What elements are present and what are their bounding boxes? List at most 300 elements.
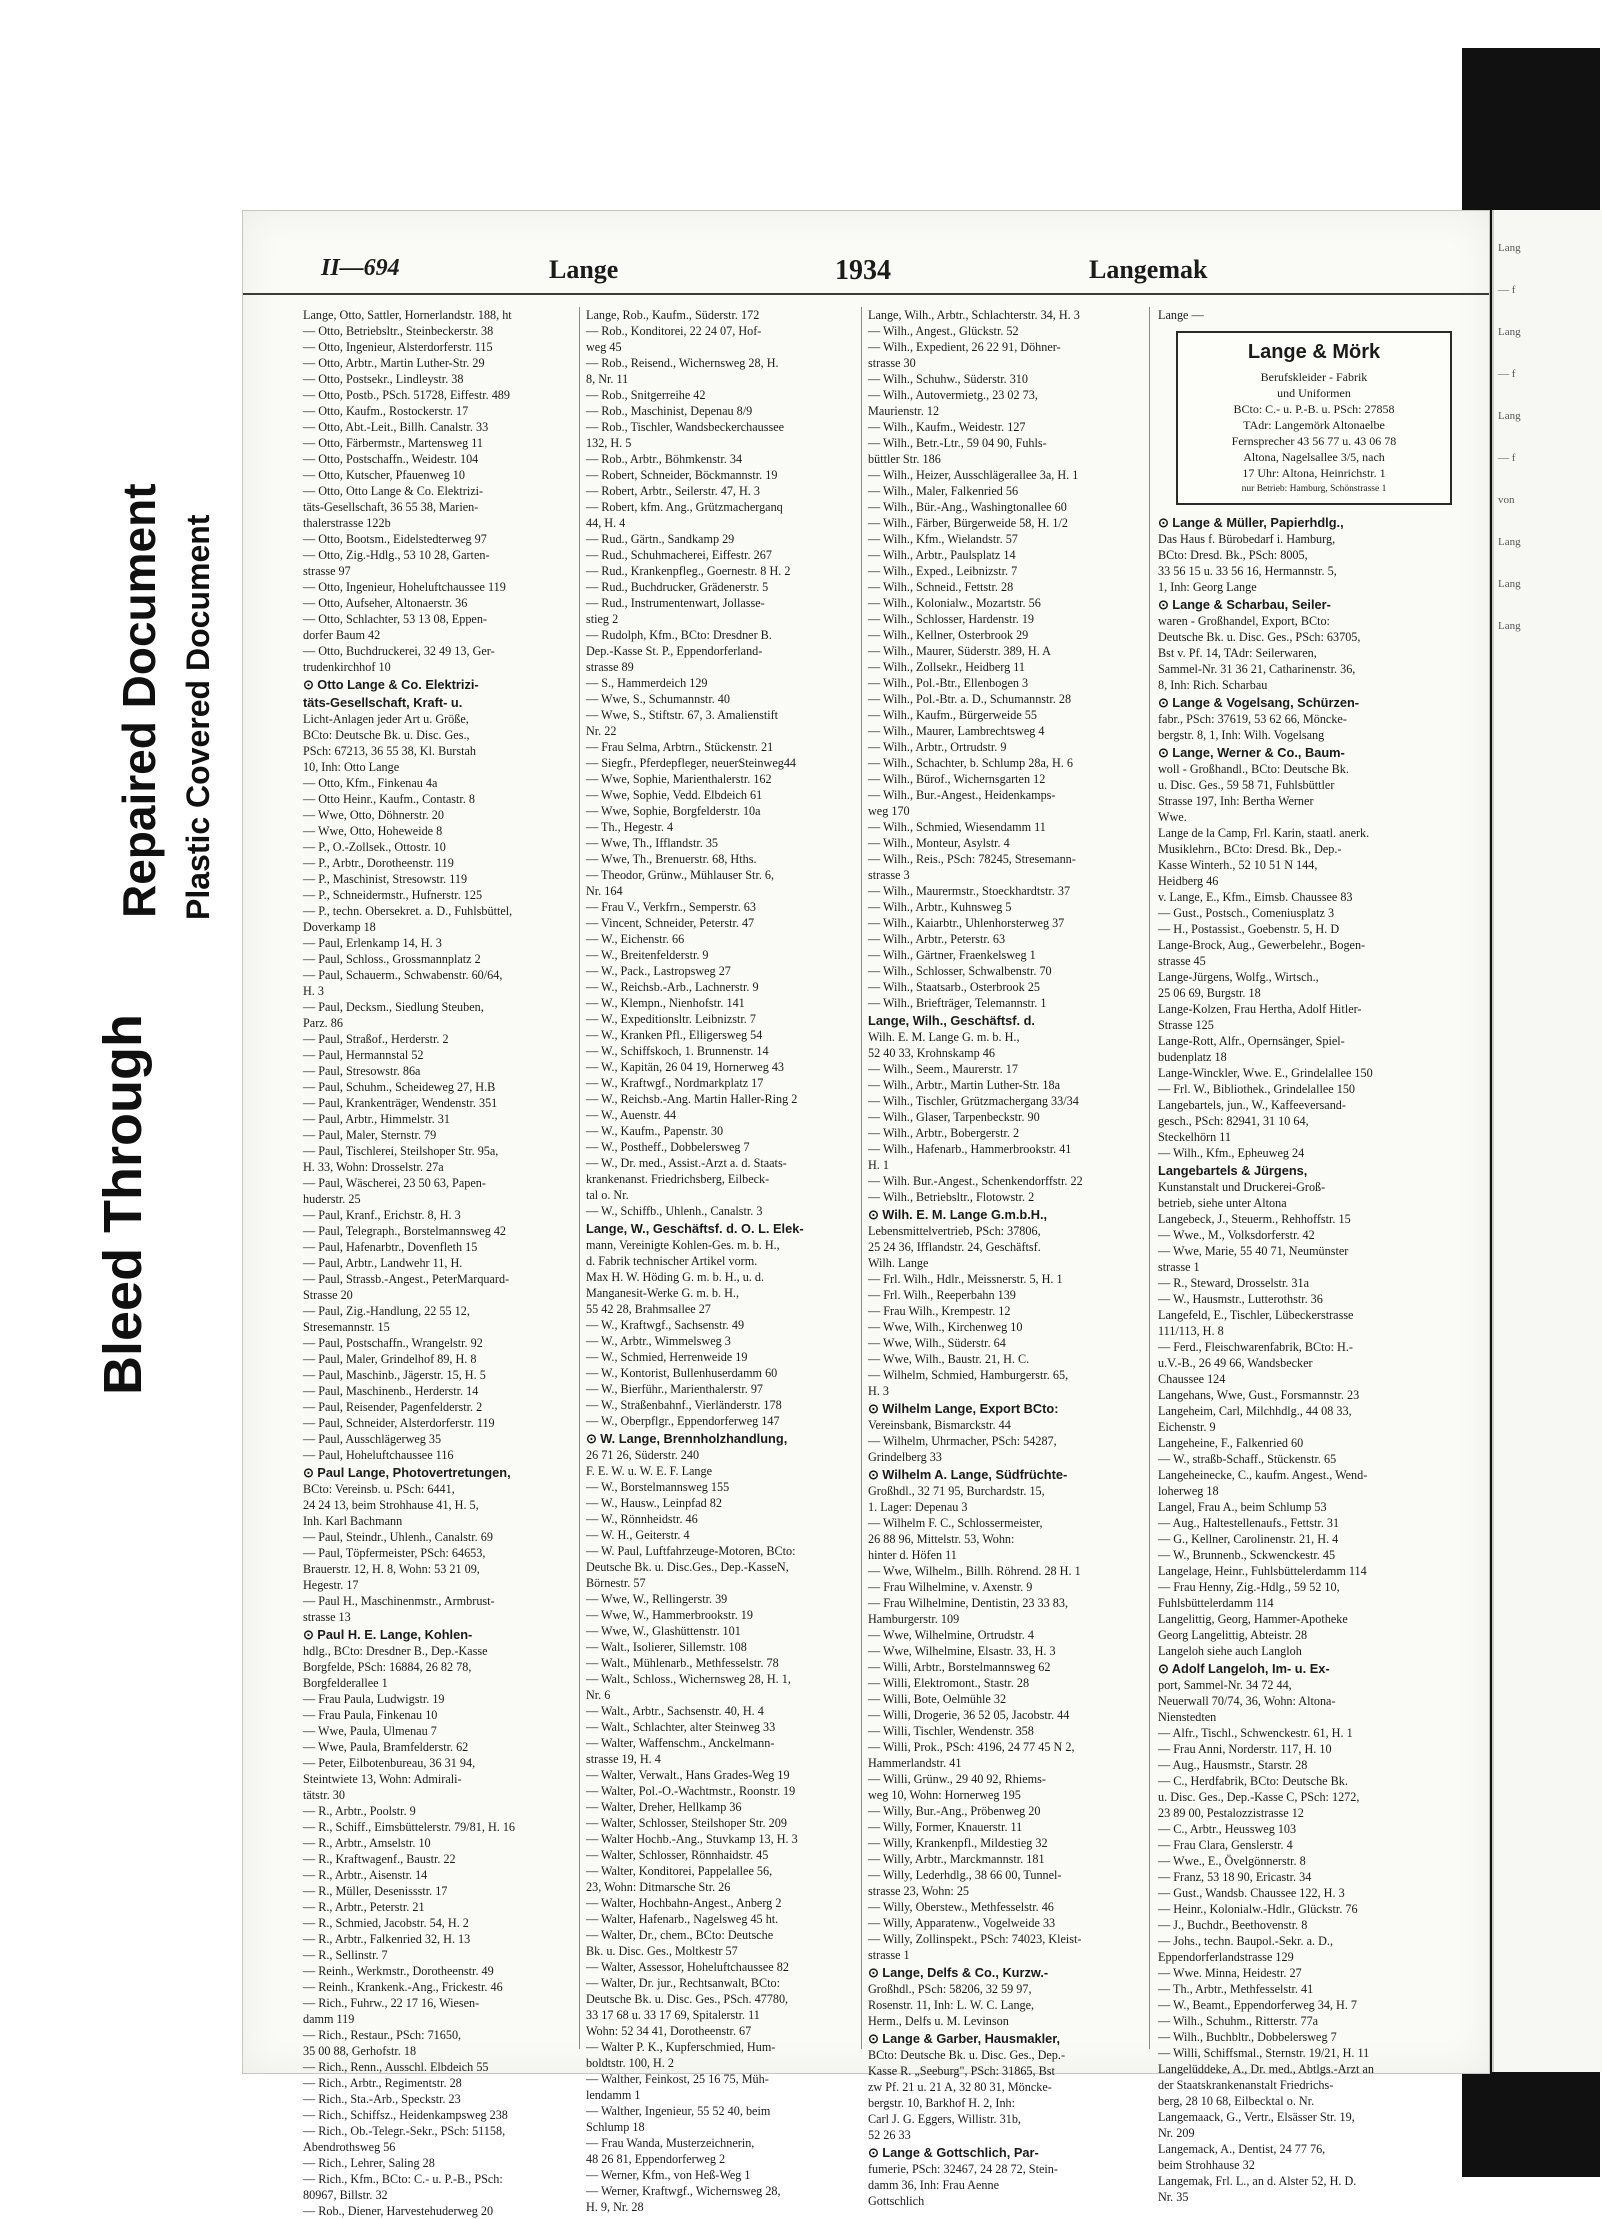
directory-entry: tal o. Nr.: [586, 1188, 629, 1202]
directory-entry: BCto: Deutsche Bk. u. Disc. Ges.,: [303, 728, 470, 742]
directory-entry: — Rich., Fuhrw., 22 17 16, Wiesen-: [303, 1996, 480, 2010]
directory-entry: Das Haus f. Bürobedarf i. Hamburg,: [1158, 532, 1336, 546]
directory-entry: — Wwe, Sophie, Vedd. Elbdeich 61: [586, 788, 763, 802]
directory-entry: — W., Schmied, Herrenweide 19: [586, 1350, 748, 1364]
directory-entry: — R., Kraftwagenf., Baustr. 22: [303, 1852, 456, 1866]
directory-entry: Lange-Jürgens, Wolfg., Wirtsch.,: [1158, 970, 1319, 984]
directory-entry: — W., Schiffb., Uhlenh., Canalstr. 3: [586, 1204, 763, 1218]
directory-entry: bergstr. 8, 1, Inh: Wilh. Vogelsang: [1158, 728, 1325, 742]
directory-entry: — Frau Anni, Norderstr. 117, H. 10: [1158, 1742, 1332, 1756]
directory-entry: Nr. 22: [586, 724, 617, 738]
directory-entry: — Wilh., Monteur, Asylstr. 4: [868, 836, 1010, 850]
directory-entry: — Willy, Zollinspekt., PSch: 74023, Kleist-: [868, 1932, 1082, 1946]
directory-entry: — Walt., Schlachter, alter Steinweg 33: [586, 1720, 776, 1734]
directory-entry: Eichenstr. 9: [1158, 1420, 1216, 1434]
directory-entry: Strasse 197, Inh: Bertha Werner: [1158, 794, 1314, 808]
directory-entry: Wwe.: [1158, 810, 1187, 824]
directory-entry: — Paul, Strassb.-Angest., PeterMarquard-: [303, 1272, 510, 1286]
directory-entry: — Wilh., Hafenarb., Hammerbrookstr. 41: [868, 1142, 1072, 1156]
directory-entry: 111/113, H. 8: [1158, 1324, 1224, 1338]
directory-entry: berg, 28 10 68, Eilbecktal o. Nr.: [1158, 2094, 1315, 2108]
directory-entry: Lange-Brock, Aug., Gewerbelehr., Bogen-: [1158, 938, 1366, 952]
directory-entry: — Theodor, Grünw., Mühlauser Str. 6,: [586, 868, 775, 882]
adjacent-page-fragment: Lang: [1498, 242, 1521, 254]
directory-entry: — Walter, Dreher, Hellkamp 36: [586, 1800, 742, 1814]
directory-entry: — Wilh., Arbtr., Ortrudstr. 9: [868, 740, 1007, 754]
directory-entry: — Wilh., Reis., PSch: 78245, Stresemann-: [868, 852, 1076, 866]
directory-entry: Kunstanstalt und Druckerei-Groß-: [1158, 1180, 1326, 1194]
directory-entry: — Wilh., Kaiarbtr., Uhlenhorsterweg 37: [868, 916, 1065, 930]
directory-entry: — Frau Wilh., Krempestr. 12: [868, 1304, 1011, 1318]
directory-entry: — Rob., Tischler, Wandsbeckerchaussee: [586, 420, 785, 434]
page-number: II—694: [321, 255, 400, 281]
directory-entry: — Walter, Waffenschm., Anckelmann-: [586, 1736, 775, 1750]
firm-entry: ⊙ Adolf Langeloh, Im- u. Ex-: [1158, 1661, 1330, 1676]
directory-entry: strasse 1: [1158, 1260, 1200, 1274]
directory-entry: — Wwe, W., Glashüttenstr. 101: [586, 1624, 741, 1638]
directory-entry: hinter d. Höfen 11: [868, 1548, 957, 1562]
directory-entry: Deutsche Bk. u. Disc.Ges., Dep.-KasseN,: [586, 1560, 789, 1574]
directory-entry: — Wwe, S., Schumannstr. 40: [586, 692, 730, 706]
directory-entry: — Rich., Renn., Ausschl. Elbdeich 55: [303, 2060, 489, 2074]
directory-entry: Steintwiete 13, Wohn: Admirali-: [303, 1772, 462, 1786]
firm-entry: ⊙ W. Lange, Brennholzhandlung,: [586, 1431, 788, 1446]
directory-entry: Lange, Rob., Kaufm., Süderstr. 172: [586, 308, 760, 322]
directory-entry: Langelage, Heinr., Fuhlsbüttelerdamm 114: [1158, 1564, 1367, 1578]
directory-entry: Langemak, Frl. L., an d. Alster 52, H. D.: [1158, 2174, 1357, 2188]
directory-entry: — Rud., Instrumentenwart, Jollasse-: [586, 596, 765, 610]
directory-entry: strasse 3: [868, 868, 910, 882]
directory-entry: — Willi, Drogerie, 36 52 05, Jacobstr. 44: [868, 1708, 1070, 1722]
directory-entry: — Heinr., Kolonialw.-Hdlr., Glückstr. 76: [1158, 1902, 1358, 1916]
directory-entry: — Paul, Hermannstal 52: [303, 1048, 424, 1062]
directory-entry: — Otto, Färbermstr., Martensweg 11: [303, 436, 483, 450]
firm-entry: ⊙ Otto Lange & Co. Elektrizi-: [303, 677, 479, 692]
directory-entry: — Wwe, Wilh., Baustr. 21, H. C.: [868, 1352, 1030, 1366]
directory-entry: thalerstrasse 122b: [303, 516, 391, 530]
directory-entry: Strasse 125: [1158, 1018, 1214, 1032]
directory-entry: Rosenstr. 11, Inh: L. W. C. Lange,: [868, 1998, 1035, 2012]
directory-entry: — P., Arbtr., Dorotheenstr. 119: [303, 856, 454, 870]
directory-entry: — Paul, Maler, Grindelhof 89, H. 8: [303, 1352, 477, 1366]
directory-entry: — Wilh., Kellner, Osterbrook 29: [868, 628, 1029, 642]
directory-entry: — Wilh., Schuhm., Ritterstr. 77a: [1158, 2014, 1319, 2028]
directory-entry: — Paul, Zig.-Handlung, 22 55 12,: [303, 1304, 470, 1318]
directory-entry: Langeheim, Carl, Milchhdlg., 44 08 33,: [1158, 1404, 1352, 1418]
directory-entry: 26 88 96, Mittelstr. 53, Wohn:: [868, 1532, 1015, 1546]
ad-line: 17 Uhr: Altona, Heinrichstr. 1: [1242, 466, 1386, 480]
directory-entry: Parz. 86: [303, 1016, 343, 1030]
directory-entry: Lange, Wilh., Arbtr., Schlachterstr. 34, H. 3: [868, 308, 1080, 322]
directory-entry: Langelüddeke, A., Dr. med., Abtlgs.-Arzt an: [1158, 2062, 1374, 2076]
directory-entry: — Wilh., Kolonialw., Mozartstr. 56: [868, 596, 1041, 610]
directory-entry: — Rich., Kfm., BCto: C.- u. P.-B., PSch:: [303, 2172, 503, 2186]
directory-entry: Großhdl., PSch: 58206, 32 59 97,: [868, 1982, 1032, 1996]
firm-entry: ⊙ Wilhelm A. Lange, Südfrüchte-: [868, 1467, 1068, 1482]
directory-entry: — W. H., Geiterstr. 4: [586, 1528, 690, 1542]
firm-entry: ⊙ Lange & Müller, Papierhdlg.,: [1158, 515, 1344, 530]
directory-entry: Bst v. Pf. 14, TAdr: Seilerwaren,: [1158, 646, 1317, 660]
directory-entry: — J., Buchdr., Beethovenstr. 8: [1158, 1918, 1308, 1932]
directory-entry: — Gust., Wandsb. Chaussee 122, H. 3: [1158, 1886, 1345, 1900]
directory-entry: Sammel-Nr. 31 36 21, Catharinenstr. 36,: [1158, 662, 1356, 676]
directory-entry: — Walter, Dr., chem., BCto: Deutsche: [586, 1928, 774, 1942]
directory-entry: — Wilh., Angest., Glückstr. 52: [868, 324, 1019, 338]
directory-entry: — W., Expeditionsltr. Leibnizstr. 7: [586, 1012, 756, 1026]
directory-entry: Wilh. Lange: [868, 1256, 929, 1270]
directory-entry: — Paul, Maler, Sternstr. 79: [303, 1128, 437, 1142]
directory-entry: — Wilh., Exped., Leibnizstr. 7: [868, 564, 1018, 578]
directory-entry: — W., Auenstr. 44: [586, 1108, 677, 1122]
directory-entry: v. Lange, E., Kfm., Eimsb. Chaussee 83: [1158, 890, 1353, 904]
repaired-document-label: Repaired Document: [113, 483, 165, 918]
directory-entry: — Rud., Gärtn., Sandkamp 29: [586, 532, 735, 546]
firm-entry: ⊙ Lange & Vogelsang, Schürzen-: [1158, 695, 1360, 710]
directory-entry: — W., straßb-Schaff., Stückenstr. 65: [1158, 1452, 1337, 1466]
directory-entry: — Wilh., Pol.-Btr., Ellenbogen 3: [868, 676, 1029, 690]
directory-entry: — Walter Hochb.-Ang., Stuvkamp 13, H. 3: [586, 1832, 798, 1846]
directory-entry: — Paul, Tischlerei, Steilshoper Str. 95a,: [303, 1144, 499, 1158]
directory-entry: 1, Inh: Georg Lange: [1158, 580, 1257, 594]
directory-entry: — Rich., Ob.-Telegr.-Sekr., PSch: 51158,: [303, 2124, 506, 2138]
directory-entry: — Wilh., Maler, Falkenried 56: [868, 484, 1019, 498]
ad-line: Fernsprecher 43 56 77 u. 43 06 78: [1231, 434, 1397, 448]
directory-entry: — Paul, Schuhm., Scheideweg 27, H.B: [303, 1080, 496, 1094]
directory-entry: — W., Borstelmannsweg 155: [586, 1480, 730, 1494]
directory-entry: fumerie, PSch: 32467, 24 28 72, Stein-: [868, 2162, 1058, 2176]
directory-entry: — W., Rönnheidstr. 46: [586, 1512, 698, 1526]
directory-entry: tätstr. 30: [303, 1788, 345, 1802]
directory-entry: — Paul, Straßof., Herderstr. 2: [303, 1032, 449, 1046]
directory-entry: — Wilh., Kfm., Wielandstr. 57: [868, 532, 1018, 546]
directory-page: [242, 210, 1490, 2218]
directory-entry: — Paul, Telegraph., Borstelmannsweg 42: [303, 1224, 507, 1238]
directory-entry: — Wilh., Bür.-Ang., Washingtonallee 60: [868, 500, 1067, 514]
directory-entry: — R., Sellinstr. 7: [303, 1948, 388, 1962]
directory-entry: — Frl. Wilh., Reeperbahn 139: [868, 1288, 1016, 1302]
directory-entry: — Walter, Hochbahn-Angest., Anberg 2: [586, 1896, 782, 1910]
directory-entry: Doverkamp 18: [303, 920, 376, 934]
firm-entry: ⊙ Lange & Scharbau, Seiler-: [1158, 597, 1331, 612]
directory-entry: — Frau Henny, Zig.-Hdlg., 59 52 10,: [1158, 1580, 1340, 1594]
directory-entry: strasse 30: [868, 356, 916, 370]
directory-entry: — Wwe, Th., Brenuerstr. 68, Hths.: [586, 852, 757, 866]
directory-entry: — Rob., Snitgerreihe 42: [586, 388, 706, 402]
directory-entry: Hamburgerstr. 109: [868, 1612, 960, 1626]
directory-entry: — Wwe, S., Stiftstr. 67, 3. Amalienstift: [586, 708, 779, 722]
directory-entry: — R., Arbtr., Aisenstr. 14: [303, 1868, 428, 1882]
directory-entry: damm 36, Inh: Frau Aenne: [868, 2178, 999, 2192]
directory-entry: — Th., Arbtr., Methfesselstr. 41: [1158, 1982, 1314, 1996]
directory-column-4: [1149, 307, 1464, 2204]
directory-entry: — Werner, Kraftwgf., Wichernsweg 28,: [586, 2184, 781, 2198]
directory-entry: — Aug., Haltestellenaufs., Fettstr. 31: [1158, 1516, 1340, 1530]
directory-entry: — Walter, Dr. jur., Rechtsanwalt, BCto:: [586, 1976, 780, 1990]
directory-entry: Lebensmittelvertrieb, PSch: 37806,: [868, 1224, 1041, 1238]
firm-entry: ⊙ Lange & Garber, Hausmakler,: [868, 2031, 1061, 2046]
directory-entry: — Wilh., Autovermietg., 23 02 73,: [868, 388, 1038, 402]
directory-entry: — W., Eichenstr. 66: [586, 932, 685, 946]
directory-entry: Lange-Kolzen, Frau Hertha, Adolf Hitler-: [1158, 1002, 1362, 1016]
directory-entry: — G., Kellner, Carolinenstr. 21, H. 4: [1158, 1532, 1339, 1546]
directory-entry: — Paul H., Maschinenmstr., Armbrust-: [303, 1594, 495, 1608]
directory-entry: krankenanst. Friedrichsberg, Eilbeck-: [586, 1172, 770, 1186]
directory-entry: — Wwe, Sophie, Borgfelderstr. 10a: [586, 804, 761, 818]
plastic-covered-label: Plastic Covered Document: [180, 514, 216, 920]
directory-entry: Stresemannstr. 15: [303, 1320, 390, 1334]
directory-entry: — Willy, Arbtr., Marckmannstr. 181: [868, 1852, 1045, 1866]
directory-entry: — W., Klempn., Nienhofstr. 141: [586, 996, 745, 1010]
directory-entry: — Wilh., Schmied, Wiesendamm 11: [868, 820, 1046, 834]
directory-entry: — Paul, Schneider, Alsterdorferstr. 119: [303, 1416, 495, 1430]
directory-entry: täts-Gesellschaft, 36 55 38, Marien-: [303, 500, 479, 514]
directory-entry: Brauerstr. 12, H. 8, Wohn: 53 21 09,: [303, 1562, 480, 1576]
directory-entry: 24 24 13, beim Strohhause 41, H. 5,: [303, 1498, 479, 1512]
directory-entry: beim Strohhause 32: [1158, 2158, 1255, 2172]
directory-entry: Gottschlich: [868, 2194, 925, 2208]
directory-entry: — Rob., Maschinist, Depenau 8/9: [586, 404, 753, 418]
directory-entry: Vereinsbank, Bismarckstr. 44: [868, 1418, 1011, 1432]
directory-entry: — Willi, Schiffsmal., Sternstr. 19/21, H. 11: [1158, 2046, 1370, 2060]
directory-entry: u. Disc. Ges., Dep.-Kasse C, PSch: 1272,: [1158, 1790, 1360, 1804]
directory-entry: — Wilh., Bur.-Angest., Heidenkamps-: [868, 788, 1056, 802]
directory-entry: — Frau Paula, Ludwigstr. 19: [303, 1692, 445, 1706]
directory-entry: mann, Vereinigte Kohlen-Ges. m. b. H.,: [586, 1238, 780, 1252]
ad-line: Altona, Nagelsallee 3/5, nach: [1243, 450, 1385, 464]
directory-entry: Licht-Anlagen jeder Art u. Größe,: [303, 712, 469, 726]
directory-entry: Langemack, A., Dentist, 24 77 76,: [1158, 2142, 1326, 2156]
directory-entry: — Frau Wilhelmine, Dentistin, 23 33 83,: [868, 1596, 1069, 1610]
directory-entry: fabr., PSch: 37619, 53 62 66, Möncke-: [1158, 712, 1347, 726]
directory-entry: strasse 1: [868, 1948, 910, 1962]
directory-entry: loherweg 18: [1158, 1484, 1219, 1498]
directory-entry: — Werner, Kfm., von Heß-Weg 1: [586, 2168, 751, 2182]
directory-entry: — W., Kaufm., Papenstr. 30: [586, 1124, 724, 1138]
directory-entry: zw Pf. 21 u. 21 A, 32 80 31, Mönckе-: [868, 2080, 1052, 2094]
directory-entry: — W., Bierführ., Marienthalerstr. 97: [586, 1382, 764, 1396]
directory-entry: weg 45: [586, 340, 622, 354]
directory-entry: — Wilh., Betr.-Ltr., 59 04 90, Fuhls-: [868, 436, 1047, 450]
directory-entry: — Wilh., Bürof., Wichernsgarten 12: [868, 772, 1046, 786]
directory-entry: — Wilh., Gärtner, Fraenkelsweg 1: [868, 948, 1036, 962]
directory-entry: — Wilh., Maurermstr., Stoeckhardtstr. 37: [868, 884, 1071, 898]
directory-entry: — Wilh., Maurer, Lambrechtsweg 4: [868, 724, 1045, 738]
directory-entry: Nr. 209: [1158, 2126, 1195, 2140]
header-right-word: Langemak: [1089, 255, 1208, 284]
directory-entry: — W., Kapitän, 26 04 19, Hornerweg 43: [586, 1060, 785, 1074]
directory-entry: — W., Kraftwgf., Nordmarkplatz 17: [586, 1076, 764, 1090]
adjacent-page-fragment: Lang: [1498, 326, 1521, 338]
directory-entry: — Wilh., Zollsekr., Heidberg 11: [868, 660, 1026, 674]
directory-entry: — Paul, Postschaffn., Wrangelstr. 92: [303, 1336, 483, 1350]
directory-entry: — Walt., Mühlenarb., Methfesselstr. 78: [586, 1656, 779, 1670]
directory-entry: — P., Maschinist, Stresowstr. 119: [303, 872, 468, 886]
directory-entry: — H., Postassist., Goebenstr. 5, H. D: [1158, 922, 1340, 936]
directory-entry: — Aug., Hausmstr., Starstr. 28: [1158, 1758, 1308, 1772]
directory-entry: H. 33, Wohn: Drosselstr. 27a: [303, 1160, 444, 1174]
directory-entry: — W., Hausw., Leinpfad 82: [586, 1496, 722, 1510]
directory-entry: — Willi, Prok., PSch: 4196, 24 77 45 N 2,: [868, 1740, 1075, 1754]
directory-entry: — Paul, Kranf., Erichstr. 8, H. 3: [303, 1208, 461, 1222]
directory-entry: BCto: Vereinsb. u. PSch: 6441,: [303, 1482, 455, 1496]
directory-entry: — Rud., Krankenpfleg., Goernestr. 8 H. 2: [586, 564, 791, 578]
directory-entry: strasse 45: [1158, 954, 1206, 968]
directory-entry: — R., Müller, Desenissstr. 17: [303, 1884, 448, 1898]
directory-entry: — W., Brunnenb., Sckwenckestr. 45: [1158, 1548, 1336, 1562]
directory-entry: Langebartels, jun., W., Kaffeeversand-: [1158, 1098, 1346, 1112]
directory-entry: — Rud., Schuhmacherei, Eiffestr. 267: [586, 548, 772, 562]
directory-entry: Herm., Delfs u. M. Levinson: [868, 2014, 1009, 2028]
directory-entry: 25 24 36, Ifflandstr. 24, Geschäftsf.: [868, 1240, 1041, 1254]
firm-entry: ⊙ Lange, Delfs & Co., Kurzw.-: [868, 1965, 1049, 1980]
directory-entry: — Wilh., Glaser, Tarpenbeckstr. 90: [868, 1110, 1040, 1124]
directory-entry: — Wwe, Otto, Hoheweide 8: [303, 824, 443, 838]
directory-entry: — Paul, Arbtr., Landwehr 11, H.: [303, 1256, 463, 1270]
directory-entry: — Wilhelm, Schmied, Hamburgerstr. 65,: [868, 1368, 1069, 1382]
firm-entry: täts-Gesellschaft, Kraft- u.: [303, 695, 463, 710]
directory-entry: — W., Hausmstr., Lutterothstr. 36: [1158, 1292, 1323, 1306]
bleed-through-label: Bleed Through: [93, 1014, 153, 1395]
directory-entry: Deutsche Bk. u. Disc. Ges., PSch. 47780,: [586, 1992, 789, 2006]
directory-entry: 8, Nr. 11: [586, 372, 629, 386]
directory-entry: — Wilh., Arbtr., Martin Luther-Str. 18a: [868, 1078, 1060, 1092]
directory-entry: dorfer Baum 42: [303, 628, 381, 642]
adjacent-page-fragment: Lang: [1498, 410, 1521, 422]
column-top-label: Lange —: [1158, 308, 1204, 322]
directory-entry: — Willi, Tischler, Wendenstr. 358: [868, 1724, 1034, 1738]
advertisement-box: [1176, 331, 1452, 505]
directory-entry: strasse 23, Wohn: 25: [868, 1884, 970, 1898]
directory-entry: 48 26 81, Eppendorferweg 2: [586, 2152, 726, 2166]
directory-entry: — Willy, Krankenpfl., Mildestieg 32: [868, 1836, 1048, 1850]
directory-entry: — Rich., Sta.-Arb., Speckstr. 23: [303, 2092, 461, 2106]
directory-entry: Großhdl., 32 71 95, Burchardstr. 15,: [868, 1484, 1045, 1498]
directory-entry: — Willy, Oberstew., Methfesselstr. 46: [868, 1900, 1054, 1914]
directory-entry: Nr. 6: [586, 1688, 611, 1702]
directory-entry: Nr. 35: [1158, 2190, 1189, 2204]
directory-entry: — Willi, Elektromont., Stastr. 28: [868, 1676, 1030, 1690]
directory-entry: — Wilh., Buchbltr., Dobbelersweg 7: [1158, 2030, 1337, 2044]
directory-entry: 52 26 33: [868, 2128, 911, 2142]
directory-entry: gesch., PSch: 82941, 31 10 64,: [1158, 1114, 1309, 1128]
directory-entry: 132, H. 5: [586, 436, 632, 450]
directory-entry: Wilh. E. M. Lange G. m. b. H.,: [868, 1030, 1020, 1044]
directory-entry: — Wilh., Arbtr., Paulsplatz 14: [868, 548, 1016, 562]
directory-entry: Nr. 164: [586, 884, 623, 898]
firm-entry: ⊙ Wilh. E. M. Lange G.m.b.H.,: [868, 1207, 1048, 1222]
directory-entry: — Paul, Schauerm., Schwabenstr. 60/64,: [303, 968, 503, 982]
directory-entry: 25 06 69, Burgstr. 18: [1158, 986, 1261, 1000]
directory-entry: 35 00 88, Gerhofstr. 18: [303, 2044, 417, 2058]
directory-entry: — Wwe, W., Hammerbrookstr. 19: [586, 1608, 753, 1622]
directory-entry: strasse 97: [303, 564, 351, 578]
directory-entry: Schlump 18: [586, 2120, 645, 2134]
firm-entry: Langebartels & Jürgens,: [1158, 1163, 1308, 1178]
directory-entry: — Otto, Buchdruckerei, 32 49 13, Ger-: [303, 644, 495, 658]
directory-entry: — Wwe. Minna, Heidestr. 27: [1158, 1966, 1302, 1980]
directory-entry: — W., Kontorist, Bullenhuserdamm 60: [586, 1366, 778, 1380]
directory-entry: — Walter, Hafenarb., Nagelsweg 45 ht.: [586, 1912, 779, 1926]
directory-entry: — Willi, Bote, Oelmühle 32: [868, 1692, 1007, 1706]
directory-entry: damm 119: [303, 2012, 355, 2026]
directory-entry: — Willi, Arbtr., Borstelmannsweg 62: [868, 1660, 1051, 1674]
directory-entry: — Wilh., Tischler, Grützmachergang 33/34: [868, 1094, 1079, 1108]
directory-entry: — Wwe, Marie, 55 40 71, Neumünster: [1158, 1244, 1349, 1258]
directory-column-2: [579, 307, 854, 2214]
directory-entry: Chaussee 124: [1158, 1372, 1226, 1386]
directory-entry: — Wwe, W., Rellingerstr. 39: [586, 1592, 728, 1606]
directory-entry: — C., Arbtr., Heussweg 103: [1158, 1822, 1297, 1836]
firm-entry: ⊙ Lange, Werner & Co., Baum-: [1158, 745, 1345, 760]
directory-entry: Abendrothsweg 56: [303, 2140, 396, 2154]
directory-entry: Lange, Otto, Sattler, Hornerlandstr. 188, ht: [303, 308, 512, 322]
directory-entry: Strasse 20: [303, 1288, 353, 1302]
adjacent-page-edge: [1492, 210, 1602, 2072]
directory-entry: — Otto, Ingenieur, Hoheluftchaussee 119: [303, 580, 506, 594]
directory-entry: — P., techn. Obersekret. a. D., Fuhlsbüttel,: [303, 904, 513, 918]
directory-entry: — Paul, Stresowstr. 86a: [303, 1064, 421, 1078]
directory-entry: — Otto, Kaufm., Rostockerstr. 17: [303, 404, 469, 418]
directory-entry: strasse 89: [586, 660, 634, 674]
directory-entry: hdlg., BCto: Dresdner B., Dep.-Kasse: [303, 1644, 488, 1658]
directory-entry: — Paul, Reisender, Pagenfelderstr. 2: [303, 1400, 483, 1414]
directory-entry: büttler Str. 186: [868, 452, 941, 466]
directory-entry: — Wwe., M., Volksdorferstr. 42: [1158, 1228, 1315, 1242]
directory-entry: — Otto, Zig.-Hdlg., 53 10 28, Garten-: [303, 548, 490, 562]
directory-entry: — Wilh., Schneid., Fettstr. 28: [868, 580, 1014, 594]
directory-entry: — Rich., Lehrer, Saling 28: [303, 2156, 435, 2170]
directory-entry: Georg Langelittig, Abteistr. 28: [1158, 1628, 1308, 1642]
directory-entry: — Frau V., Verkfrn., Semperstr. 63: [586, 900, 756, 914]
directory-column-1: [303, 307, 571, 2218]
directory-entry: — Wilh., Arbtr., Bobergerstr. 2: [868, 1126, 1020, 1140]
directory-entry: — R., Schmied, Jacobstr. 54, H. 2: [303, 1916, 469, 1930]
directory-entry: — Peter, Eilbotenbureau, 36 31 94,: [303, 1756, 476, 1770]
directory-entry: PSch: 67213, 36 55 38, Kl. Burstah: [303, 744, 476, 758]
directory-entry: — Wwe., E., Övelgönnerstr. 8: [1158, 1854, 1306, 1868]
directory-entry: — W., Kraftwgf., Sachsenstr. 49: [586, 1318, 745, 1332]
directory-entry: — Frau Clara, Genslerstr. 4: [1158, 1838, 1293, 1852]
ad-title: Lange & Mörk: [1247, 341, 1381, 363]
directory-entry: Borgfelde, PSch: 16884, 26 82 78,: [303, 1660, 472, 1674]
adjacent-page-fragment: von: [1498, 494, 1515, 506]
directory-entry: — W., Dr. med., Assist.-Arzt a. d. Staats-: [586, 1156, 787, 1170]
directory-entry: boldtstr. 100, H. 2: [586, 2056, 675, 2070]
directory-entry: 33 56 15 u. 33 56 16, Hermannstr. 5,: [1158, 564, 1337, 578]
directory-entry: Lange de la Camp, Frl. Karin, staatl. anerk.: [1158, 826, 1370, 840]
directory-entry: 80967, Billstr. 32: [303, 2188, 388, 2202]
directory-entry: — Rich., Arbtr., Regimentstr. 28: [303, 2076, 462, 2090]
directory-entry: — Wilh., Heizer, Ausschlägerallee 3a, H. 1: [868, 468, 1079, 482]
directory-entry: — Wwe, Paula, Bramfelderstr. 62: [303, 1740, 469, 1754]
directory-entry: Eppendorferlandstrasse 129: [1158, 1950, 1294, 1964]
directory-entry: BCto: Dresd. Bk., PSch: 8005,: [1158, 548, 1308, 562]
directory-entry: — C., Herdfabrik, BCto: Deutsche Bk.: [1158, 1774, 1348, 1788]
directory-entry: — Frl. Wilh., Hdlr., Meissnerstr. 5, H. 1: [868, 1272, 1063, 1286]
directory-entry: Langel, Frau A., beim Schlump 53: [1158, 1500, 1327, 1514]
directory-entry: — Paul, Ausschlägerweg 35: [303, 1432, 442, 1446]
directory-entry: Nienstedten: [1158, 1710, 1217, 1724]
directory-entry: — W., Schiffskoch, 1. Brunnenstr. 14: [586, 1044, 769, 1058]
directory-entry: — W., Beamt., Eppendorferweg 34, H. 7: [1158, 1998, 1358, 2012]
directory-entry: 23, Wohn: Ditmarsche Str. 26: [586, 1880, 731, 1894]
directory-entry: Inh. Karl Bachmann: [303, 1514, 403, 1528]
directory-entry: — Willy, Apparatenw., Vogelweide 33: [868, 1916, 1056, 1930]
directory-entry: — Wilh., Kfm., Epheuweg 24: [1158, 1146, 1305, 1160]
adjacent-page-fragment: — f: [1498, 452, 1516, 464]
directory-entry: Maurienstr. 12: [868, 404, 940, 418]
directory-entry: 8, Inh: Rich. Scharbau: [1158, 678, 1268, 692]
